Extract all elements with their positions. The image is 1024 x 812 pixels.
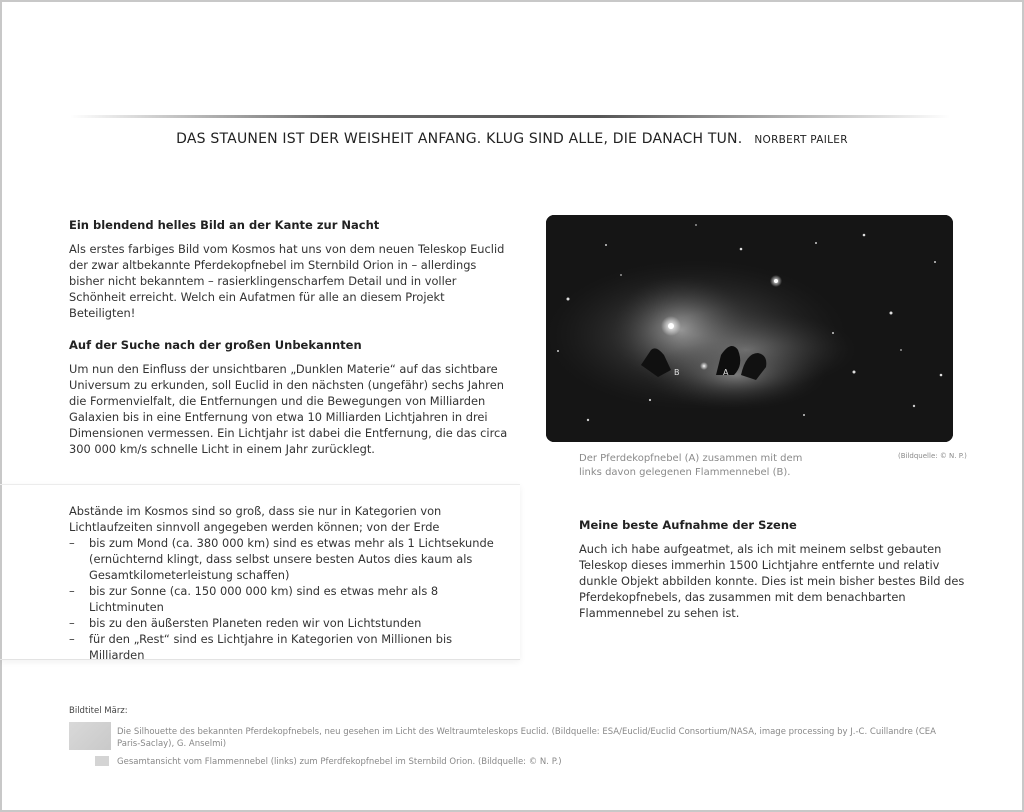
section2-heading: Auf der Suche nach der großen Unbekannten — [69, 338, 362, 352]
footer-note-2: Gesamtansicht vom Flammennebel (links) zum Pferdfekopfnebel im Sternbild Orion. (Bildquelle: © N. P.) — [117, 757, 562, 767]
list-item — [69, 615, 499, 631]
quote-text: DAS STAUNEN IST DER WEISHEIT ANFANG. KLUG SIND ALLE, DIE DANACH TUN. — [176, 131, 743, 147]
dash-mark: – — [69, 536, 75, 550]
dash-mark: – — [69, 632, 75, 646]
thumbnail-image-small — [95, 756, 109, 766]
dash-mark: – — [69, 584, 75, 598]
photo-label-b: B — [674, 368, 680, 377]
section1-heading: Ein blendend helles Bild an der Kante zur Nacht — [69, 218, 380, 232]
dash-mark: – — [69, 616, 75, 630]
list-item-text: bis zur Sonne (ca. 150 000 000 km) sind es etwas mehr als 8 Lichtminuten — [89, 584, 439, 614]
distances-box — [0, 484, 520, 660]
top-divider — [70, 115, 950, 118]
right-column — [579, 518, 979, 638]
section1-paragraph: Als erstes farbiges Bild vom Kosmos hat uns von dem neuen Teleskop Euclid der zwar altbekannte Pferdekopfnebel im Sternbild Orion in – allerdings bisher nicht bekanntem – rasierklingenscharfem Detail und in voller Schönheit erreicht. Welch ein Aufatmen für alle an diesem Projekt Beteiligten! — [69, 242, 505, 320]
quote-author: NORBERT PAILER — [754, 134, 848, 146]
list-item-text: bis zu den äußersten Planeten reden wir von Lichtstunden — [89, 616, 422, 630]
section3-paragraph: Auch ich habe aufgeatmet, als ich mit meinem selbst gebauten Teleskop dieses immerhin 1500 Lichtjahre entfernte und relativ dunkle Objekt abbilden konnte. Dies ist mein bisher bestes Bild des Pferdekopfnebels, das zusammen mit dem benachbarten Flammennebel zu sehen ist. — [579, 542, 965, 620]
list-item — [69, 583, 499, 615]
list-item — [69, 535, 499, 583]
photo-caption: Der Pferdekopfnebel (A) zusammen mit dem links davon gelegenen Flammennebel (B). — [579, 453, 803, 478]
section3-heading: Meine beste Aufnahme der Szene — [579, 518, 797, 532]
nebula-photo — [546, 215, 953, 442]
distances-intro: Abstände im Kosmos sind so groß, dass sie nur in Kategorien von Lichtlaufzeiten sinnvoll angegeben werden können; von der Erde — [69, 504, 442, 534]
list-item-text: bis zum Mond (ca. 380 000 km) sind es etwas mehr als 1 Lichtsekunde (ernüchternd klingt, dass selbst unsere besten Autos dies kaum als Gesamtkilometerleistung schaffen) — [89, 536, 494, 582]
photo-credit: (Bildquelle: © N. P.) — [898, 452, 967, 460]
footer-note-1: Die Silhouette des bekannten Pferdekopfnebels, neu gesehen im Licht des Weltraumteleskops Euclid. (Bildquelle: ESA/Euclid/Euclid Consortium/NASA, image processing by J.-C. Cuillandre (CEA Paris-Saclay), G. Anselmi) — [117, 727, 936, 749]
header-quote — [0, 131, 1024, 147]
left-column — [69, 218, 509, 474]
section2-paragraph: Um nun den Einfluss der unsichtbaren „Dunklen Materie“ auf das sichtbare Universum zu erkunden, soll Euclid in den nächsten (ungefähr) sechs Jahren die Formenvielfalt, die Entfernungen und die Bewegungen von Milliarden Galaxien bis in eine Entfernung von etwa 10 Milliarden Lichtjahren in drei Dimensionen vermessen. Ein Lichtjahr ist dabei die Entfernung, die das circa 300 000 km/s schnelle Licht in einem Jahr zurücklegt. — [69, 362, 508, 456]
footer-title: Bildtitel März: — [69, 706, 128, 716]
list-item — [69, 631, 499, 663]
list-item-text: für den „Rest“ sind es Lichtjahre in Kategorien von Millionen bis Milliarden — [89, 632, 453, 662]
distances-list — [69, 535, 499, 663]
photo-label-a: A — [723, 368, 729, 377]
thumbnail-image — [69, 722, 111, 750]
